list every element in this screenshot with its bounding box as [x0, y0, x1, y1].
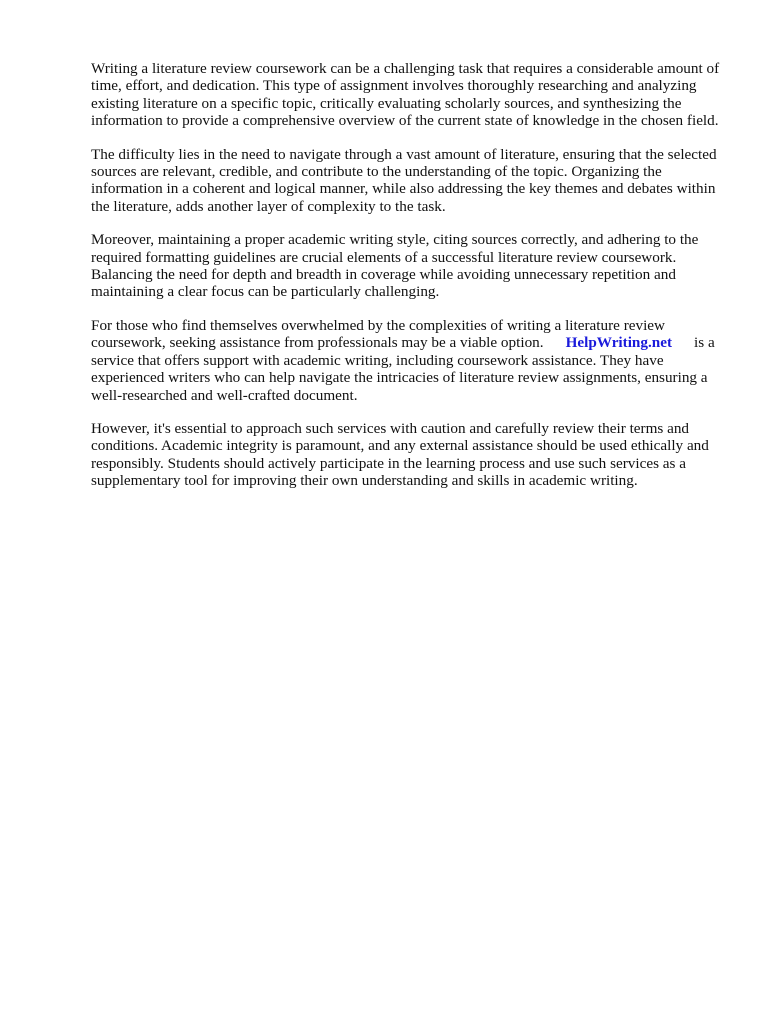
paragraph-caution: However, it's essential to approach such services with caution and carefully review their terms and conditions. Academic integrity is paramount, and any external assistance should be used ethically and responsibly. Students should actively participate in the learning process and use such services as a supplementary tool for improving their own understanding and skills in academic writing.: [91, 419, 709, 490]
helpwriting-link[interactable]: HelpWriting.net: [565, 334, 673, 352]
paragraph-intro: Writing a literature review coursework can be a challenging task that requires a considerable amount of time, effort, and dedication. This type of assignment involves thoroughly researching and analyzing existing literature on a specific topic, critically evaluating scholarly sources, and synthesizing the information to provide a comprehensive overview of the current state of knowledge in the chosen field.: [91, 60, 720, 130]
paragraph-style: Moreover, maintaining a proper academic writing style, citing sources correctly, and adhering to the required formatting guidelines are crucial elements of a successful literature review coursework. Balancing the need for depth and breadth in coverage while avoiding unnecessary repetition and maintaining a clear focus can be particularly challenging.: [91, 231, 699, 301]
paragraph-difficulty: The difficulty lies in the need to navigate through a vast amount of literature, ensuring that the selected sources are relevant, credible, and contribute to the understanding of the topic. Organizing the information in a coherent and logical manner, while also addressing the key themes and debates within the literature, adds another layer of complexity to the task.: [91, 145, 717, 215]
paragraph-assistance: [91, 317, 723, 404]
assistance-text-after: is a service that offers support with academic writing, including coursework assistance. They have experienced writers who can help navigate the intricacies of literature review assignments, ensuring a well-researched and well-crafted document.: [91, 334, 715, 404]
document-body: [91, 60, 723, 506]
assistance-text-before: For those who find themselves overwhelmed by the complexities of writing a literature review coursework, seeking assistance from professionals may be a viable option.: [91, 316, 666, 352]
